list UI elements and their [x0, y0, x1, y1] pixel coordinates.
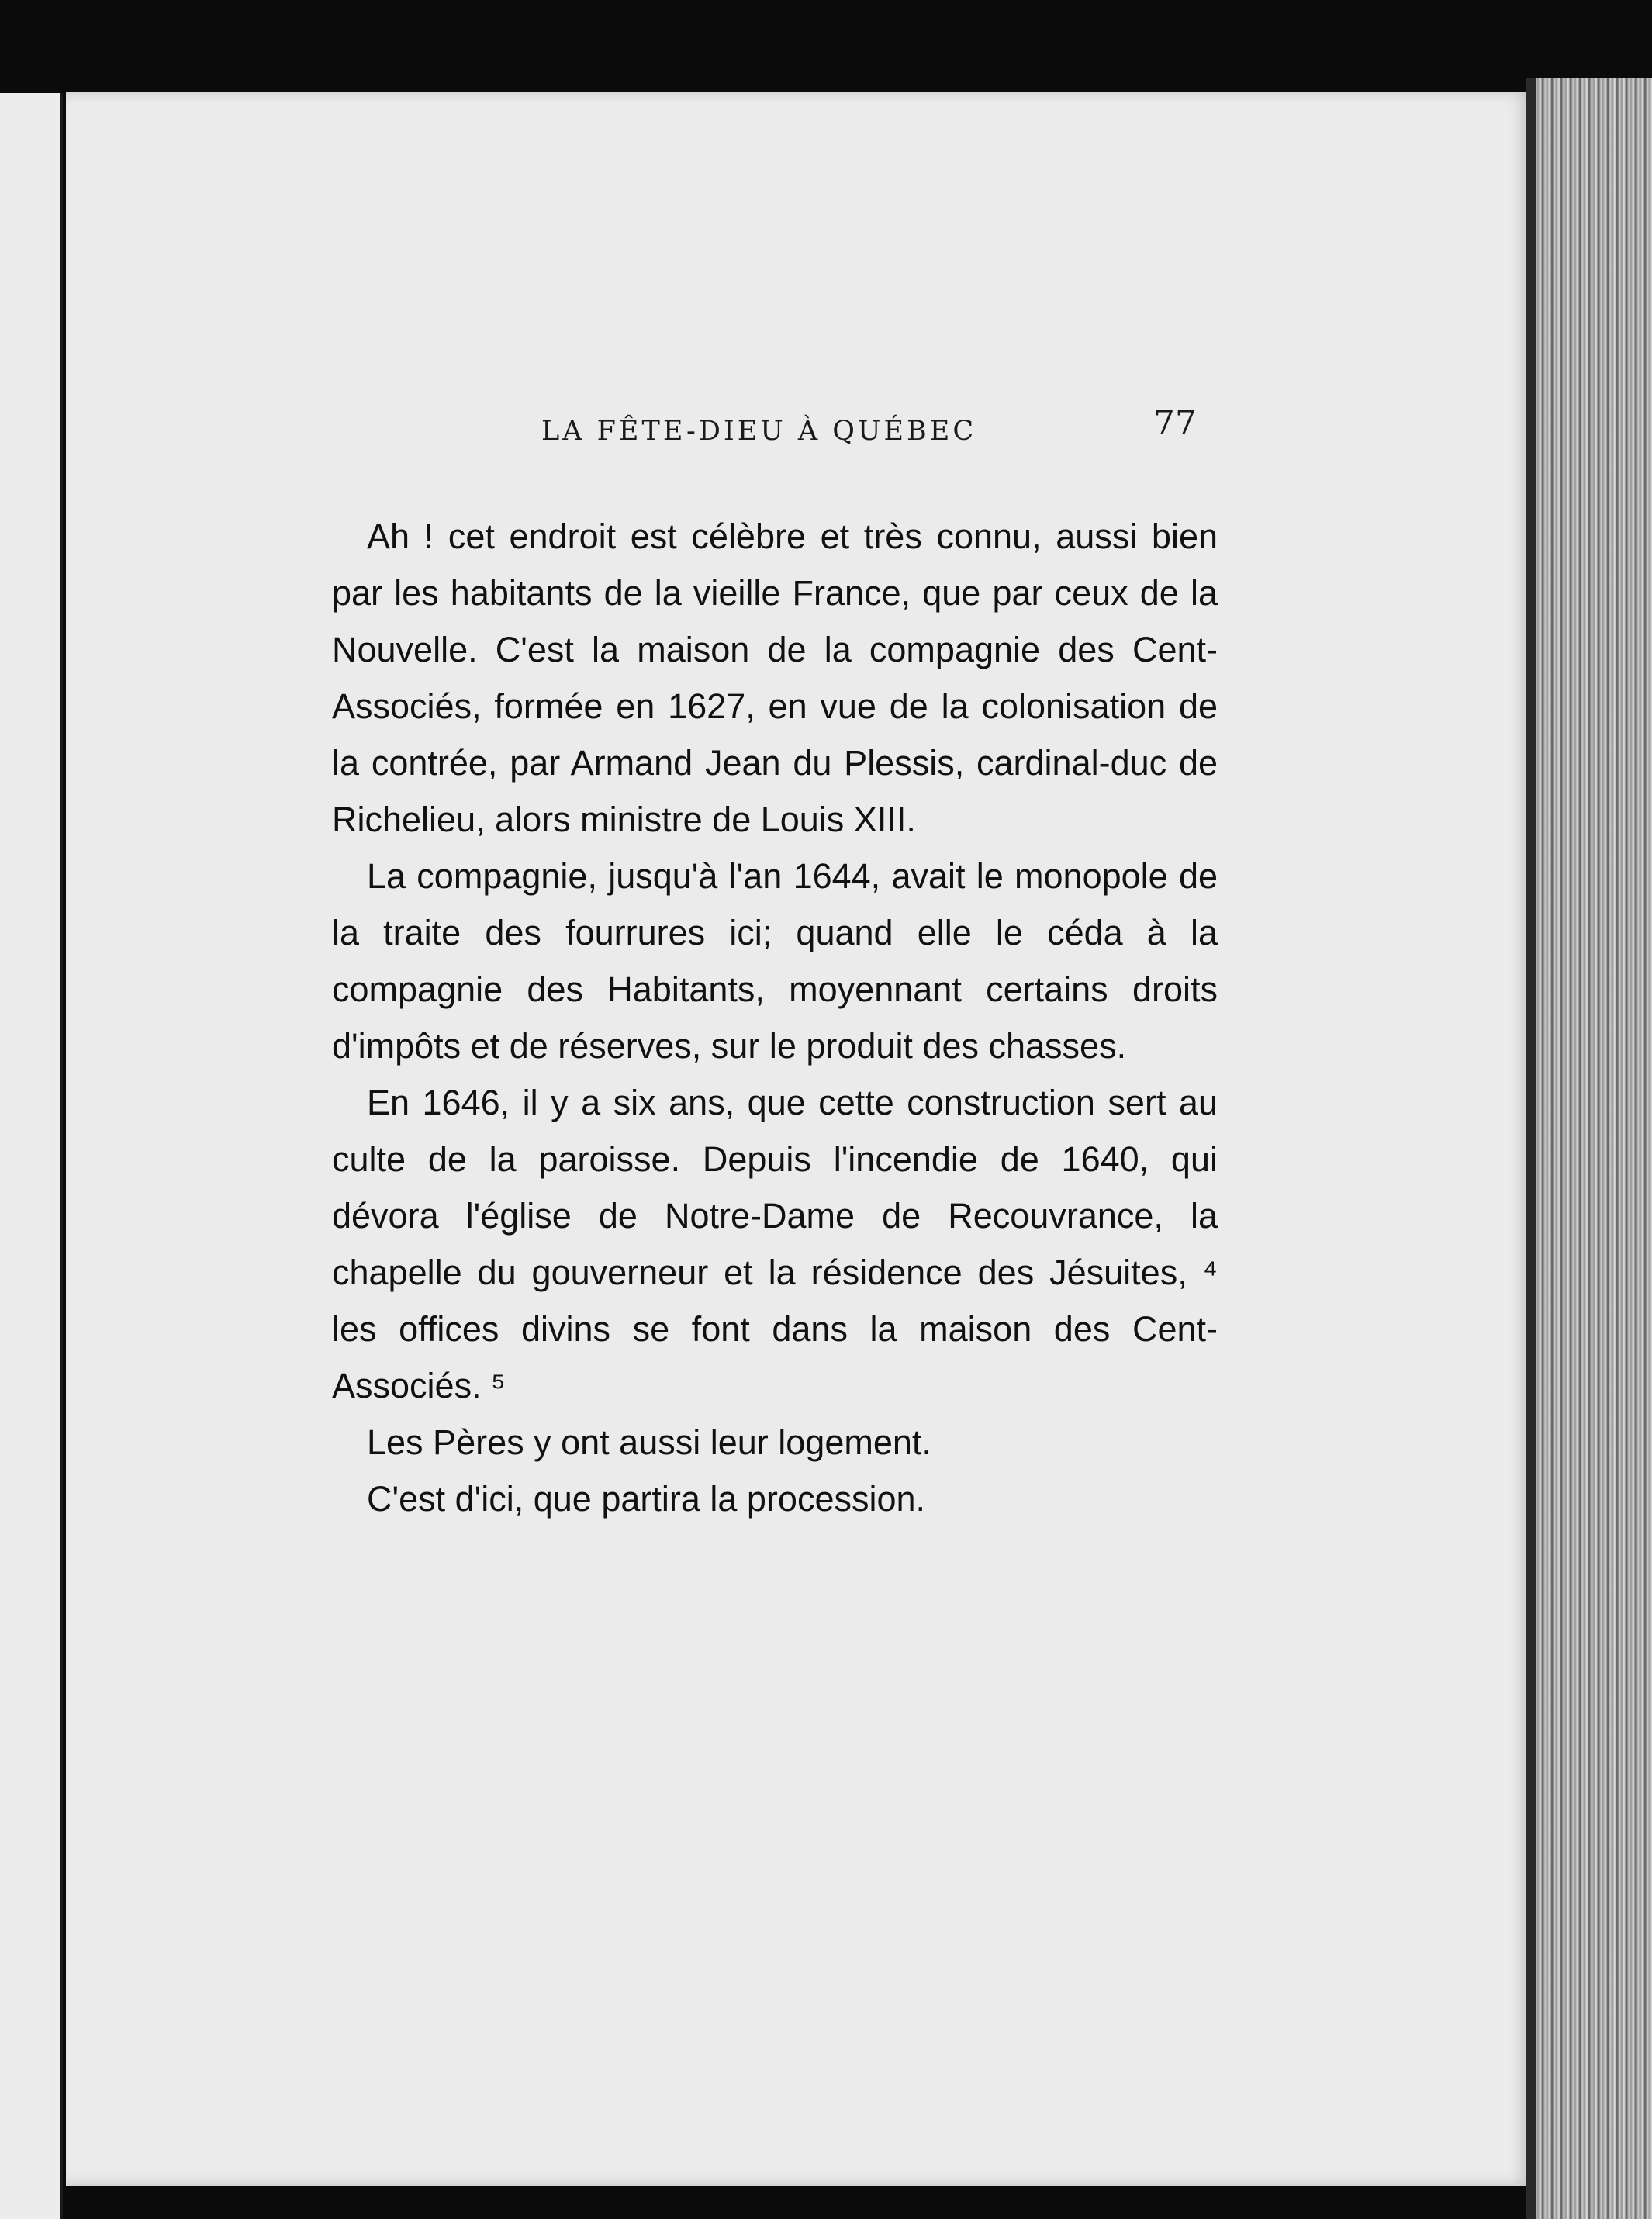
body-text: [332, 508, 1218, 1527]
paragraph: Les Pères y ont aussi leur logement.: [367, 1422, 931, 1462]
facing-page-edge: [0, 93, 63, 2219]
page-shadow: [1526, 78, 1536, 2219]
paragraph: La compagnie, jusqu'à l'an 1644, avait le monopole de la traite des fourrures ici; quand elle le céda à la compagnie des Habitants, moyennant certains droits d'impôts et de réserves, sur le produit des chasses.: [332, 856, 1218, 1066]
running-title: LA FÊTE-DIEU À QUÉBEC: [541, 416, 977, 447]
paragraph: Ah ! cet endroit est célèbre et très connu, aussi bien par les habitants de la vieille France, que par ceux de la Nouvelle. C'est la maison de la compagnie des Cent-Associés, formée en 1627, en vue de la colonisation de la contrée, par Armand Jean du Plessis, cardinal-duc de Richelieu, alors ministre de Louis XIII.: [332, 517, 1218, 839]
paragraph: C'est d'ici, que partira la procession.: [367, 1479, 926, 1519]
page-number: 77: [1153, 403, 1197, 443]
paragraph: En 1646, il y a six ans, que cette construction sert au culte de la paroisse. Depuis l'incendie de 1640, qui dévora l'église de Notre-Dame de Recouvrance, la chapelle du gouverneur et la résidence des Jésuites, ⁴ les offices divins se font dans la maison des Cent-Associés. ⁵: [332, 1083, 1218, 1405]
page-edges: [1536, 78, 1652, 2219]
